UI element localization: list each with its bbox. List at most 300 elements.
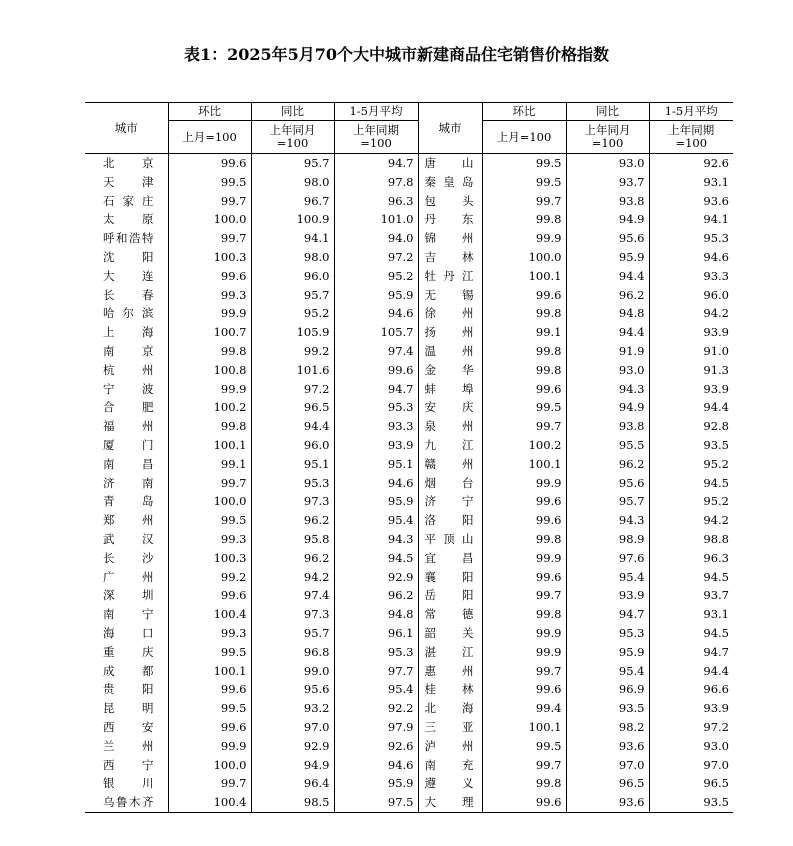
table-row <box>85 530 733 549</box>
avg-index-right: 92.6 <box>703 156 729 170</box>
city-name-right: 岳阳 <box>418 586 482 605</box>
table-row <box>85 173 733 192</box>
city-name-left: 北京 <box>85 154 168 173</box>
yoy-index-left: 96.2 <box>251 549 334 568</box>
avg-index-left: 95.4 <box>334 680 418 699</box>
yoy-index-right: 95.4 <box>566 568 649 587</box>
header-avg-right: 1-5月平均 <box>649 103 733 121</box>
yoy-index-left: 96.2 <box>251 511 334 530</box>
avg-index-left: 95.9 <box>334 286 418 305</box>
city-name-right: 锦州 <box>418 229 482 248</box>
mom-index-left: 99.3 <box>168 624 251 643</box>
table-row <box>85 549 733 568</box>
avg-index-right: 93.9 <box>703 325 729 340</box>
mom-index-left: 99.8 <box>168 417 251 436</box>
mom-index-left: 100.0 <box>168 756 251 775</box>
city-name-left: 重庆 <box>85 643 168 662</box>
avg-index-left: 93.9 <box>334 436 418 455</box>
city-name-left: 南昌 <box>85 455 168 474</box>
mom-index-left: 99.3 <box>168 530 251 549</box>
avg-index-right: 93.9 <box>703 701 729 716</box>
city-name-left: 宁波 <box>85 380 168 399</box>
avg-index-right: 91.3 <box>703 362 729 377</box>
avg-index-right: 93.1 <box>703 174 729 189</box>
mom-index-right: 99.6 <box>482 511 566 530</box>
mom-index-left: 99.2 <box>168 568 251 587</box>
avg-index-right: 94.1 <box>703 212 729 227</box>
table-row <box>85 624 733 643</box>
city-name-right: 泉州 <box>418 417 482 436</box>
table-row <box>85 417 733 436</box>
yoy-index-right: 95.7 <box>566 492 649 511</box>
mom-index-left: 100.4 <box>168 605 251 624</box>
yoy-index-right: 97.0 <box>566 756 649 775</box>
city-name-left: 西宁 <box>85 756 168 775</box>
city-name-right: 安庆 <box>418 398 482 417</box>
yoy-index-right: 94.9 <box>566 210 649 229</box>
avg-index-left: 94.8 <box>334 605 418 624</box>
avg-index-right: 95.3 <box>703 231 729 246</box>
city-name-right: 湛江 <box>418 643 482 662</box>
yoy-index-right: 95.5 <box>566 436 649 455</box>
city-name-right: 丹东 <box>418 210 482 229</box>
avg-index-left: 97.5 <box>334 793 418 812</box>
table-row <box>85 474 733 493</box>
yoy-index-right: 94.8 <box>566 304 649 323</box>
avg-index-left: 97.8 <box>334 173 418 192</box>
avg-index-left: 92.6 <box>334 737 418 756</box>
yoy-index-right: 98.2 <box>566 718 649 737</box>
avg-index-left: 94.7 <box>334 380 418 399</box>
page-title: 表1：2025年5月70个大中城市新建商品住宅销售价格指数 <box>183 45 610 64</box>
city-name-left: 福州 <box>85 417 168 436</box>
yoy-index-left: 97.3 <box>251 605 334 624</box>
mom-index-right: 99.9 <box>482 643 566 662</box>
mom-index-left: 99.5 <box>168 643 251 662</box>
yoy-index-right: 93.8 <box>566 192 649 211</box>
mom-index-right: 99.8 <box>482 605 566 624</box>
mom-index-right: 99.6 <box>482 286 566 305</box>
avg-index-left: 95.3 <box>334 398 418 417</box>
mom-index-right: 99.9 <box>482 474 566 493</box>
yoy-index-right: 97.6 <box>566 549 649 568</box>
avg-index-left: 94.6 <box>334 474 418 493</box>
avg-index-left: 97.4 <box>334 342 418 361</box>
mom-index-right: 99.5 <box>482 398 566 417</box>
mom-index-right: 99.5 <box>482 173 566 192</box>
mom-index-right: 99.8 <box>482 304 566 323</box>
mom-index-left: 99.6 <box>168 154 251 173</box>
avg-index-right: 94.5 <box>703 625 729 640</box>
yoy-index-right: 96.2 <box>566 455 649 474</box>
yoy-index-left: 96.4 <box>251 774 334 793</box>
mom-index-left: 99.6 <box>168 680 251 699</box>
yoy-index-left: 98.0 <box>251 248 334 267</box>
yoy-index-left: 97.0 <box>251 718 334 737</box>
avg-index-right: 91.0 <box>703 343 729 358</box>
yoy-index-right: 96.5 <box>566 774 649 793</box>
city-name-left: 海口 <box>85 624 168 643</box>
avg-index-left: 105.7 <box>334 323 418 342</box>
header-city-left: 城市 <box>85 103 168 154</box>
avg-index-left: 96.3 <box>334 192 418 211</box>
mom-index-right: 99.9 <box>482 624 566 643</box>
header-avg-base-left: 上年同期 =100 <box>334 121 418 154</box>
city-name-left: 长沙 <box>85 549 168 568</box>
header-mom-base-right: 上月=100 <box>482 121 566 154</box>
avg-index-right: 93.6 <box>703 193 729 208</box>
city-name-right: 吉林 <box>418 248 482 267</box>
mom-index-right: 99.7 <box>482 662 566 681</box>
yoy-index-right: 93.0 <box>566 154 649 173</box>
city-name-right: 南充 <box>418 756 482 775</box>
mom-index-left: 100.0 <box>168 492 251 511</box>
mom-index-right: 99.8 <box>482 210 566 229</box>
mom-index-right: 99.1 <box>482 323 566 342</box>
city-name-left: 深圳 <box>85 586 168 605</box>
mom-index-left: 99.3 <box>168 286 251 305</box>
avg-index-left: 92.2 <box>334 699 418 718</box>
yoy-index-left: 94.4 <box>251 417 334 436</box>
city-name-left: 南京 <box>85 342 168 361</box>
table-row <box>85 192 733 211</box>
city-name-right: 宜昌 <box>418 549 482 568</box>
city-name-left: 大连 <box>85 267 168 286</box>
table-row <box>85 210 733 229</box>
avg-index-right: 94.4 <box>703 400 729 415</box>
table-row <box>85 380 733 399</box>
yoy-index-right: 93.8 <box>566 417 649 436</box>
yoy-index-right: 95.6 <box>566 229 649 248</box>
city-name-right: 赣州 <box>418 455 482 474</box>
mom-index-right: 100.1 <box>482 718 566 737</box>
table-row <box>85 304 733 323</box>
yoy-index-left: 101.6 <box>251 361 334 380</box>
avg-index-right: 93.3 <box>703 268 729 283</box>
city-name-right: 北海 <box>418 699 482 718</box>
avg-index-left: 95.4 <box>334 511 418 530</box>
yoy-index-right: 94.3 <box>566 380 649 399</box>
price-index-table <box>85 102 733 813</box>
avg-index-left: 94.3 <box>334 530 418 549</box>
yoy-index-right: 95.4 <box>566 662 649 681</box>
table-row <box>85 154 733 173</box>
yoy-index-left: 97.2 <box>251 380 334 399</box>
table-row <box>85 643 733 662</box>
yoy-index-right: 95.9 <box>566 248 649 267</box>
yoy-index-right: 94.3 <box>566 511 649 530</box>
table-row <box>85 492 733 511</box>
city-name-left: 石家庄 <box>85 192 168 211</box>
mom-index-left: 99.9 <box>168 380 251 399</box>
table-row <box>85 229 733 248</box>
avg-index-right: 94.7 <box>703 644 729 659</box>
avg-index-right: 97.2 <box>703 719 729 734</box>
yoy-index-left: 96.0 <box>251 436 334 455</box>
mom-index-right: 99.8 <box>482 774 566 793</box>
avg-index-left: 96.2 <box>334 586 418 605</box>
city-name-left: 银川 <box>85 774 168 793</box>
city-name-left: 哈尔滨 <box>85 304 168 323</box>
avg-index-right: 94.5 <box>703 569 729 584</box>
yoy-index-left: 97.3 <box>251 492 334 511</box>
header-mom-base-left: 上月=100 <box>168 121 251 154</box>
city-name-right: 秦皇岛 <box>418 173 482 192</box>
header-mom-left: 环比 <box>168 103 251 121</box>
avg-index-left: 95.9 <box>334 492 418 511</box>
header-city-right: 城市 <box>418 103 482 154</box>
city-name-left: 杭州 <box>85 361 168 380</box>
table-row <box>85 774 733 793</box>
city-name-left: 郑州 <box>85 511 168 530</box>
table-row <box>85 267 733 286</box>
avg-index-right: 92.8 <box>703 419 729 434</box>
mom-index-left: 100.3 <box>168 248 251 267</box>
city-name-right: 徐州 <box>418 304 482 323</box>
yoy-index-left: 95.8 <box>251 530 334 549</box>
mom-index-right: 99.6 <box>482 492 566 511</box>
table-body <box>85 154 733 813</box>
mom-index-left: 99.5 <box>168 173 251 192</box>
city-name-right: 九江 <box>418 436 482 455</box>
avg-index-right: 98.8 <box>703 531 729 546</box>
mom-index-right: 99.5 <box>482 737 566 756</box>
table-row <box>85 605 733 624</box>
avg-index-left: 101.0 <box>334 210 418 229</box>
yoy-index-left: 95.7 <box>251 624 334 643</box>
city-name-left: 贵阳 <box>85 680 168 699</box>
avg-index-left: 97.9 <box>334 718 418 737</box>
city-name-left: 南宁 <box>85 605 168 624</box>
city-name-left: 呼和浩特 <box>85 229 168 248</box>
avg-index-right: 94.6 <box>703 249 729 264</box>
yoy-index-left: 96.7 <box>251 192 334 211</box>
yoy-index-right: 98.9 <box>566 530 649 549</box>
city-name-right: 洛阳 <box>418 511 482 530</box>
avg-index-right: 96.6 <box>703 682 729 697</box>
city-name-right: 大理 <box>418 793 482 812</box>
city-name-left: 广州 <box>85 568 168 587</box>
yoy-index-left: 96.0 <box>251 267 334 286</box>
avg-index-right: 93.5 <box>703 437 729 452</box>
mom-index-right: 100.1 <box>482 267 566 286</box>
mom-index-right: 99.7 <box>482 192 566 211</box>
yoy-index-left: 94.9 <box>251 756 334 775</box>
city-name-left: 沈阳 <box>85 248 168 267</box>
mom-index-right: 99.4 <box>482 699 566 718</box>
yoy-index-right: 93.6 <box>566 737 649 756</box>
mom-index-left: 100.0 <box>168 210 251 229</box>
yoy-index-left: 95.7 <box>251 286 334 305</box>
avg-index-right: 93.5 <box>649 793 733 812</box>
yoy-index-left: 98.0 <box>251 173 334 192</box>
mom-index-left: 99.7 <box>168 229 251 248</box>
yoy-index-left: 96.8 <box>251 643 334 662</box>
mom-index-right: 99.7 <box>482 417 566 436</box>
avg-index-left: 99.6 <box>334 361 418 380</box>
yoy-index-left: 105.9 <box>251 323 334 342</box>
mom-index-right: 99.6 <box>482 793 566 812</box>
yoy-index-left: 93.2 <box>251 699 334 718</box>
table-row <box>85 323 733 342</box>
mom-index-left: 100.8 <box>168 361 251 380</box>
yoy-index-right: 93.7 <box>566 173 649 192</box>
table-header <box>85 103 733 154</box>
mom-index-left: 100.2 <box>168 398 251 417</box>
avg-index-right: 96.5 <box>703 776 729 791</box>
mom-index-right: 100.0 <box>482 248 566 267</box>
mom-index-left: 99.9 <box>168 737 251 756</box>
mom-index-left: 99.7 <box>168 774 251 793</box>
header-yoy-left: 同比 <box>251 103 334 121</box>
city-name-right: 遵义 <box>418 774 482 793</box>
city-name-left: 厦门 <box>85 436 168 455</box>
city-name-right: 襄阳 <box>418 568 482 587</box>
city-name-right: 烟台 <box>418 474 482 493</box>
city-name-left: 合肥 <box>85 398 168 417</box>
city-name-right: 三亚 <box>418 718 482 737</box>
mom-index-left: 99.7 <box>168 474 251 493</box>
avg-index-right: 95.2 <box>703 494 729 509</box>
city-name-right: 平顶山 <box>418 530 482 549</box>
yoy-index-right: 93.9 <box>566 586 649 605</box>
yoy-index-right: 93.5 <box>566 699 649 718</box>
city-name-right: 温州 <box>418 342 482 361</box>
table-row <box>85 342 733 361</box>
mom-index-right: 99.8 <box>482 530 566 549</box>
mom-index-right: 99.6 <box>482 380 566 399</box>
yoy-index-left: 96.5 <box>251 398 334 417</box>
table-row <box>85 286 733 305</box>
city-name-left: 兰州 <box>85 737 168 756</box>
avg-index-right: 93.9 <box>703 381 729 396</box>
avg-index-right: 97.0 <box>703 757 729 772</box>
yoy-index-left: 99.2 <box>251 342 334 361</box>
avg-index-left: 97.2 <box>334 248 418 267</box>
city-name-left: 济南 <box>85 474 168 493</box>
table-row <box>85 756 733 775</box>
city-name-right: 韶关 <box>418 624 482 643</box>
avg-index-right: 96.3 <box>703 550 729 565</box>
table-row <box>85 793 733 812</box>
mom-index-right: 99.6 <box>482 568 566 587</box>
avg-index-left: 97.7 <box>334 662 418 681</box>
mom-index-right: 99.7 <box>482 756 566 775</box>
header-yoy-base-left: 上年同月 =100 <box>251 121 334 154</box>
mom-index-left: 99.6 <box>168 267 251 286</box>
table-row <box>85 248 733 267</box>
yoy-index-right: 94.4 <box>566 267 649 286</box>
avg-index-left: 94.7 <box>334 154 418 173</box>
yoy-index-right: 91.9 <box>566 342 649 361</box>
avg-index-left: 94.5 <box>334 549 418 568</box>
yoy-index-right: 95.9 <box>566 643 649 662</box>
city-name-right: 金华 <box>418 361 482 380</box>
table-row <box>85 586 733 605</box>
mom-index-right: 99.8 <box>482 342 566 361</box>
avg-index-left: 95.3 <box>334 643 418 662</box>
city-name-left: 成都 <box>85 662 168 681</box>
avg-index-left: 94.6 <box>334 304 418 323</box>
city-name-right: 无锡 <box>418 286 482 305</box>
avg-index-right: 94.2 <box>703 306 729 321</box>
yoy-index-right: 95.6 <box>566 474 649 493</box>
mom-index-right: 99.8 <box>482 361 566 380</box>
yoy-index-left: 95.2 <box>251 304 334 323</box>
city-name-right: 牡丹江 <box>418 267 482 286</box>
table-row <box>85 662 733 681</box>
yoy-index-left: 95.3 <box>251 474 334 493</box>
city-name-left: 青岛 <box>85 492 168 511</box>
city-name-right: 济宁 <box>418 492 482 511</box>
yoy-index-left: 95.6 <box>251 680 334 699</box>
yoy-index-right: 93.6 <box>566 793 649 812</box>
avg-index-right: 93.1 <box>703 607 729 622</box>
avg-index-left: 94.0 <box>334 229 418 248</box>
avg-index-left: 95.9 <box>334 774 418 793</box>
yoy-index-left: 100.9 <box>251 210 334 229</box>
mom-index-right: 100.1 <box>482 455 566 474</box>
mom-index-left: 100.3 <box>168 549 251 568</box>
city-name-right: 常德 <box>418 605 482 624</box>
table-row <box>85 455 733 474</box>
mom-index-left: 100.4 <box>168 793 251 812</box>
header-mom-right: 环比 <box>482 103 566 121</box>
avg-index-right: 94.4 <box>703 663 729 678</box>
table-row <box>85 718 733 737</box>
table-row <box>85 398 733 417</box>
table-row <box>85 680 733 699</box>
mom-index-left: 99.8 <box>168 342 251 361</box>
yoy-index-left: 94.1 <box>251 229 334 248</box>
yoy-index-right: 96.9 <box>566 680 649 699</box>
avg-index-left: 93.3 <box>334 417 418 436</box>
table-row <box>85 699 733 718</box>
yoy-index-left: 92.9 <box>251 737 334 756</box>
yoy-index-left: 95.1 <box>251 455 334 474</box>
mom-index-left: 99.5 <box>168 511 251 530</box>
mom-index-left: 99.9 <box>168 304 251 323</box>
avg-index-left: 96.1 <box>334 624 418 643</box>
mom-index-left: 99.6 <box>168 718 251 737</box>
yoy-index-left: 99.0 <box>251 662 334 681</box>
mom-index-left: 99.7 <box>168 192 251 211</box>
city-name-right: 惠州 <box>418 662 482 681</box>
mom-index-left: 100.7 <box>168 323 251 342</box>
city-name-left: 武汉 <box>85 530 168 549</box>
mom-index-right: 99.9 <box>482 549 566 568</box>
city-name-left: 天津 <box>85 173 168 192</box>
city-name-right: 泸州 <box>418 737 482 756</box>
mom-index-left: 100.1 <box>168 436 251 455</box>
header-yoy-right: 同比 <box>566 103 649 121</box>
mom-index-left: 99.6 <box>168 586 251 605</box>
table-row <box>85 436 733 455</box>
mom-index-right: 99.7 <box>482 586 566 605</box>
city-name-left: 上海 <box>85 323 168 342</box>
yoy-index-right: 94.9 <box>566 398 649 417</box>
avg-index-right: 96.0 <box>703 287 729 302</box>
city-name-left: 昆明 <box>85 699 168 718</box>
city-name-right: 唐山 <box>418 154 482 173</box>
yoy-index-left: 94.2 <box>251 568 334 587</box>
city-name-right: 蚌埠 <box>418 380 482 399</box>
city-name-right: 包头 <box>418 192 482 211</box>
mom-index-right: 99.6 <box>482 680 566 699</box>
city-name-right: 桂林 <box>418 680 482 699</box>
city-name-left: 长春 <box>85 286 168 305</box>
city-name-left: 太原 <box>85 210 168 229</box>
